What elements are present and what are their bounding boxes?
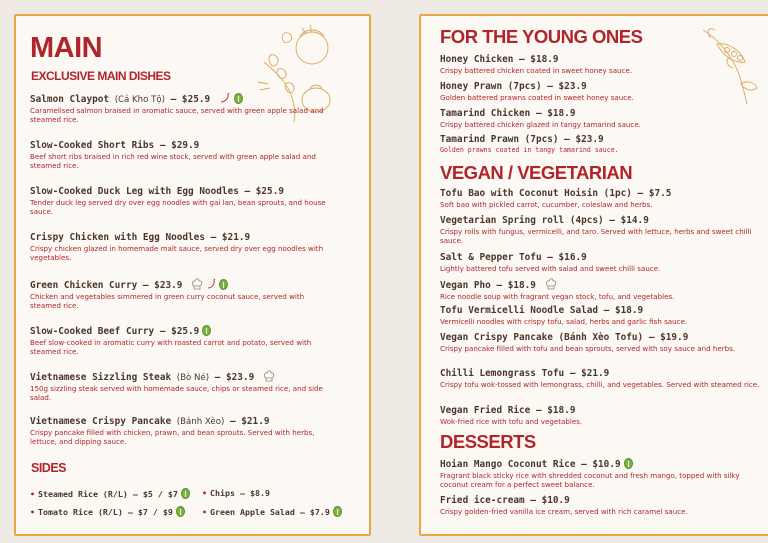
item-description: Wok-fried rice with tofu and vegetables. bbox=[440, 417, 583, 426]
item-name: Salt & Pepper Tofu – $16.9 bbox=[440, 252, 587, 263]
menu-item-sizzling-steak bbox=[30, 370, 330, 402]
item-name: Vegan Crispy Pancake (Bánh Xèo Tofu) – $19.9 bbox=[440, 332, 689, 343]
menu-item-beef-curry bbox=[30, 325, 330, 356]
item-description: Crispy battered chicken glazed in tangy tamarind sauce. bbox=[440, 120, 641, 129]
main-subtitle: EXCLUSIVE MAIN DISHES bbox=[31, 69, 171, 83]
item-name: Salmon Claypot bbox=[30, 94, 110, 105]
item-name: Slow-Cooked Short Ribs – $29.9 bbox=[30, 140, 200, 151]
side-item-label: Chips – $8.9 bbox=[210, 488, 270, 498]
young-ones-title: FOR THE YOUNG ONES bbox=[440, 26, 643, 47]
item-description: Beef short ribs braised in rich red wine stock, served with green apple salad and steamed rice. bbox=[30, 152, 316, 171]
young-item-honey-prawn bbox=[440, 81, 762, 102]
side-item-label: Steamed Rice (R/L) – $5 / $7 bbox=[38, 489, 178, 499]
item-name: Honey Chicken – $18.9 bbox=[440, 54, 559, 65]
side-item: • Steamed Rice (R/L) – $5 / $7 bbox=[30, 488, 190, 499]
vegan-icon bbox=[624, 458, 633, 469]
vegan-item-crispy-pancake bbox=[440, 332, 762, 353]
main-title: MAIN bbox=[30, 32, 103, 64]
vegan-item-spring-roll bbox=[440, 215, 762, 245]
item-description: Crispy golden-fried vanilla ice cream, served with rich caramel sauce. bbox=[440, 507, 688, 516]
vegan-item-fried-rice bbox=[440, 405, 762, 426]
item-name: Slow-Cooked Duck Leg with Egg Noodles – $25.9 bbox=[30, 186, 284, 197]
side-item: • Green Apple Salad – $7.9 bbox=[202, 506, 342, 517]
item-description: Crispy pancake filled with chicken, prawn, and bean sprouts. Served with herbs, lettuce, and dipping sauce. bbox=[30, 428, 315, 447]
item-description: Rice noodle soup with fragrant vegan stock, tofu, and vegetables. bbox=[440, 292, 675, 301]
item-name: Honey Prawn (7pcs) – $23.9 bbox=[440, 81, 587, 92]
item-name: Vegan Fried Rice – $18.9 bbox=[440, 405, 576, 416]
item-native-name: (Cá Kho Tộ) bbox=[114, 95, 165, 105]
item-name: Vietnamese Sizzling Steak bbox=[30, 372, 172, 383]
dessert-item-mango-coconut-rice bbox=[440, 458, 762, 489]
vegan-icon bbox=[219, 279, 228, 290]
item-name: Vegetarian Spring roll (4pcs) – $14.9 bbox=[440, 215, 649, 226]
item-price: – $21.9 bbox=[229, 416, 270, 427]
item-description: Crispy battered chicken coated in sweet honey sauce. bbox=[440, 66, 633, 75]
item-name: Vegan Pho – $18.9 bbox=[440, 280, 536, 291]
chilli-icon bbox=[219, 92, 231, 104]
item-price: – $23.9 bbox=[214, 372, 255, 383]
vegan-item-vermicelli-salad bbox=[440, 305, 762, 326]
item-name: Tamarind Prawn (7pcs) – $23.9 bbox=[440, 134, 604, 145]
chef-hat-icon bbox=[545, 278, 557, 290]
vegan-item-vegan-pho bbox=[440, 278, 762, 301]
item-name: Slow-Cooked Beef Curry – $25.9 bbox=[30, 326, 200, 337]
item-description: Lightly battered tofu served with salad and sweet chilli sauce. bbox=[440, 264, 661, 273]
young-item-tamarind-prawn bbox=[440, 134, 762, 155]
vegan-icon bbox=[176, 506, 185, 517]
item-name: Tofu Vermicelli Noodle Salad – $18.9 bbox=[440, 305, 644, 316]
item-description: Crispy rolls with fungus, vermicelli, and taro. Served with lettuce, herbs and sweet chilli sauce. bbox=[440, 227, 752, 246]
menu-item-green-chicken-curry bbox=[30, 278, 330, 310]
chilli-icon bbox=[206, 278, 216, 290]
vegan-icon bbox=[234, 93, 243, 104]
sides-title: SIDES bbox=[31, 461, 67, 475]
menu-item-short-ribs bbox=[30, 140, 330, 170]
item-description: Soft bao with pickled carrot, cucumber, coleslaw and herbs. bbox=[440, 200, 653, 209]
item-description: Golden battered prawns coated in sweet honey sauce. bbox=[440, 93, 634, 102]
young-item-honey-chicken bbox=[440, 54, 762, 75]
item-name: Fried ice-cream – $10.9 bbox=[440, 495, 570, 506]
vegan-icon bbox=[202, 325, 211, 336]
menu-page-right bbox=[419, 14, 768, 536]
item-name: Tofu Bao with Coconut Hoisin (1pc) – $7.5 bbox=[440, 188, 672, 199]
young-item-tamarind-chicken bbox=[440, 108, 762, 129]
side-item: • Tomato Rice (R/L) – $7 / $9 bbox=[30, 506, 185, 517]
item-description: Vermicelli noodles with crispy tofu, salad, herbs and garlic fish sauce. bbox=[440, 317, 688, 326]
chef-hat-icon bbox=[263, 370, 275, 382]
item-name: Green Chicken Curry – $23.9 bbox=[30, 280, 183, 291]
menu-page-left bbox=[14, 14, 371, 536]
item-name: Vietnamese Crispy Pancake bbox=[30, 416, 172, 427]
vegan-icon bbox=[333, 506, 342, 517]
dessert-item-fried-ice-cream bbox=[440, 495, 762, 516]
item-name: Crispy Chicken with Egg Noodles – $21.9 bbox=[30, 232, 251, 243]
vegan-title: VEGAN / VEGETARIAN bbox=[440, 162, 633, 183]
menu-item-duck-leg bbox=[30, 186, 330, 216]
vegan-item-salt-pepper-tofu bbox=[440, 252, 762, 273]
item-description: Caramelised salmon braised in aromatic sauce, served with green apple salad and steamed rice. bbox=[30, 106, 324, 125]
vegan-icon bbox=[181, 488, 190, 499]
side-item: • Chips – $8.9 bbox=[202, 488, 270, 498]
item-description: Crispy tofu wok-tossed with lemongrass, chilli, and vegetables. Served with steamed rice. bbox=[440, 380, 760, 389]
item-description: Tender duck leg served dry over egg noodles with gai lan, bean sprouts, and house sauce. bbox=[30, 198, 326, 217]
item-description: Chicken and vegetables simmered in green curry coconut sauce, served with steamed rice. bbox=[30, 292, 305, 311]
item-native-name: (Bánh Xèo) bbox=[176, 417, 225, 427]
vegan-item-chilli-lemongrass-tofu bbox=[440, 368, 762, 389]
item-description: Golden prawns coated in tangy tamarind sauce. bbox=[440, 146, 619, 154]
item-description: Crispy chicken glazed in homemade malt sauce, served dry over egg noodles with vegetables. bbox=[30, 244, 324, 263]
item-price: – $25.9 bbox=[170, 94, 211, 105]
item-description: 150g sizzling steak served with homemade sauce, chips or steamed rice, and side salad. bbox=[30, 384, 323, 403]
side-item-label: Tomato Rice (R/L) – $7 / $9 bbox=[38, 507, 173, 517]
item-description: Beef slow-cooked in aromatic curry with roasted carrot and potato, served with steamed rice. bbox=[30, 338, 312, 357]
item-name: Hoian Mango Coconut Rice – $10.9 bbox=[440, 459, 621, 470]
chef-hat-icon bbox=[191, 278, 203, 290]
item-description: Fragrant black sticky rice with shredded coconut and fresh mango, topped with silky coconut cream for a perfect sweet balance. bbox=[440, 471, 740, 490]
item-name: Tamarind Chicken – $18.9 bbox=[440, 108, 576, 119]
menu-item-crispy-chicken-noodles bbox=[30, 232, 330, 262]
item-description: Crispy pancake filled with tofu and bean sprouts, served with soy sauce and herbs. bbox=[440, 344, 736, 353]
menu-item-salmon-claypot bbox=[30, 92, 330, 124]
side-item-label: Green Apple Salad – $7.9 bbox=[210, 507, 330, 517]
item-native-name: (Bò Né) bbox=[176, 373, 210, 383]
menu-item-crispy-pancake bbox=[30, 416, 330, 446]
item-name: Chilli Lemongrass Tofu – $21.9 bbox=[440, 368, 610, 379]
vegan-item-tofu-bao bbox=[440, 188, 762, 209]
desserts-title: DESSERTS bbox=[440, 431, 536, 452]
